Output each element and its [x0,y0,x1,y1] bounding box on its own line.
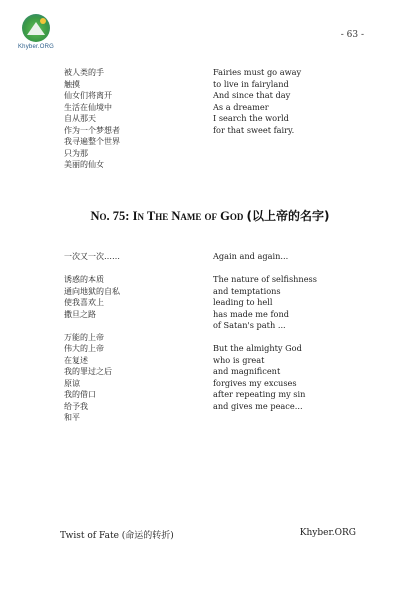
poem-line: and gives me peace... [213,400,303,411]
heading-number: No. 75: [90,209,130,223]
poem-line: 和平 [64,413,80,422]
poem-line: 万能的上帝 [64,332,104,342]
poem-line: 通向地狱的自私 [64,286,120,296]
mountain-logo-icon [22,14,50,42]
logo-text: Khyber.ORG [17,44,54,50]
poem-line: 诱惑的本质 [64,275,104,284]
poem-line: after repeating my sin [213,389,306,399]
heading-title: In The Name of God [132,209,244,223]
footer-site: Khyber.ORG [299,528,356,538]
poem-line: 我的借口 [64,390,96,399]
poem-75-chinese [64,251,120,424]
poem-line: I search the world [213,113,289,123]
poem-line: 自从那天 [64,114,96,123]
poem-line: 撒旦之路 [64,309,96,319]
poem-line: 我的罪过之后 [64,367,112,376]
section-heading [0,207,420,224]
poem-line: 仙女们将离开 [64,91,112,100]
poem-line: has made me fond [213,308,289,319]
poem-75-english [213,251,317,412]
poem-line: The nature of selfishness [213,274,317,284]
poem-line: 只为那 [64,148,88,158]
poem-top-chinese [64,67,120,171]
poem-line: leading to hell [213,297,273,307]
poem-line: 给予我 [64,401,88,411]
poem-line: 被人类的手 [64,68,104,77]
heading-chinese: (以上帝的名字) [246,209,330,223]
poem-line: 原谅 [64,378,80,388]
poem-line: and magnificent [213,366,281,376]
page-number: - 63 - [340,30,364,40]
poem-top-english [213,67,301,136]
poem-line: 美丽的仙女 [64,160,104,169]
footer-book-title: Twist of Fate (命运的转折) [60,531,174,541]
poem-line: 作为一个梦想者 [64,125,120,135]
poem-line: 一次又一次…… [64,252,120,261]
poem-line: 使我喜欢上 [64,298,104,307]
poem-line: Fairies must go away [213,67,302,77]
poem-line: to live in fairyland [213,78,289,89]
poem-line: forgives my excuses [213,377,297,388]
poem-line: As a dreamer [213,101,269,112]
poem-line: of Satan's path ... [213,320,286,330]
poem-line: 伟大的上帝 [64,344,104,353]
poem-line: 在复述 [64,355,88,365]
khyber-logo [14,14,58,54]
poem-line: for that sweet fairy. [213,124,295,135]
poem-line: And since that day [213,90,291,100]
poem-line: 我寻遍整个世界 [64,137,120,146]
poem-line: 生活在仙境中 [64,102,112,112]
poem-line: who is great [213,354,265,365]
poem-line: and temptations [213,285,281,296]
poem-line: But the almighty God [213,343,302,353]
poem-line: Again and again... [213,251,289,261]
poem-line: 触摸 [64,79,80,89]
